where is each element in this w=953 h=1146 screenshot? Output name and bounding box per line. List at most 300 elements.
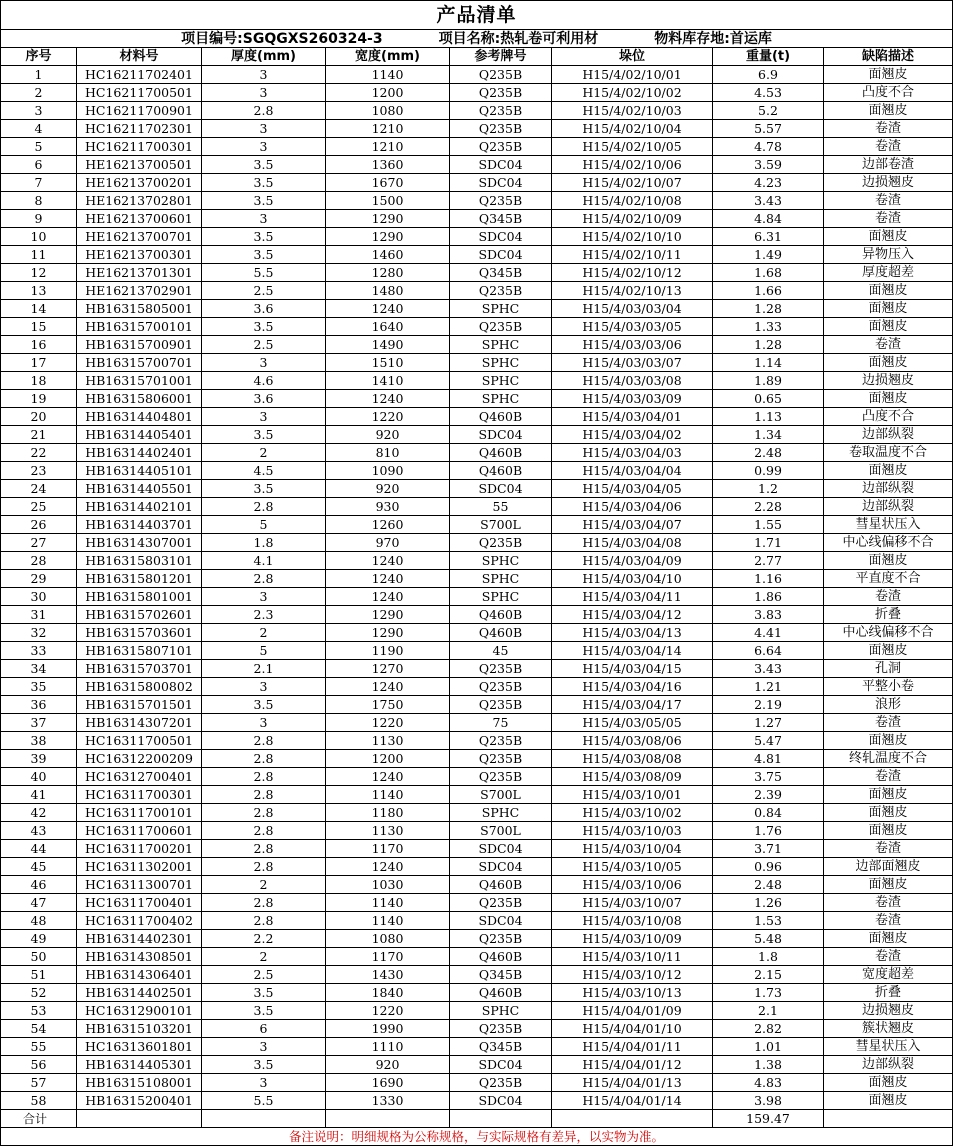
cell-thickness: 2	[202, 876, 326, 894]
table-row	[1, 462, 953, 480]
cell-weight: 5.47	[713, 732, 824, 750]
cell-stack-position: H15/4/02/10/09	[552, 210, 713, 228]
cell-grade: SPHC	[450, 390, 552, 408]
cell-thickness: 4.1	[202, 552, 326, 570]
cell-width: 1200	[326, 84, 450, 102]
cell-thickness: 2.2	[202, 930, 326, 948]
cell-defect: 卷渣	[824, 840, 953, 858]
cell-width: 1500	[326, 192, 450, 210]
cell-material-no: HC16312200209	[77, 750, 202, 768]
cell-weight: 1.13	[713, 408, 824, 426]
cell-width: 1240	[326, 390, 450, 408]
table-row	[1, 372, 953, 390]
cell-weight: 1.73	[713, 984, 824, 1002]
cell-defect: 面翘皮	[824, 228, 953, 246]
cell-stack-position: H15/4/02/10/11	[552, 246, 713, 264]
cell-thickness: 3.5	[202, 174, 326, 192]
cell-defect: 面翘皮	[824, 318, 953, 336]
cell-width: 1240	[326, 858, 450, 876]
cell-weight: 3.75	[713, 768, 824, 786]
cell-weight: 2.82	[713, 1020, 824, 1038]
table-row	[1, 1038, 953, 1056]
cell-width: 920	[326, 426, 450, 444]
table-row	[1, 138, 953, 156]
cell-defect: 边部面翘皮	[824, 858, 953, 876]
table-row	[1, 156, 953, 174]
cell-thickness: 2.8	[202, 498, 326, 516]
cell-stack-position: H15/4/02/10/04	[552, 120, 713, 138]
cell-material-no: HE16213702801	[77, 192, 202, 210]
cell-material-no: HB16314404801	[77, 408, 202, 426]
table-row	[1, 498, 953, 516]
cell-thickness: 3.5	[202, 1002, 326, 1020]
cell-stack-position: H15/4/02/10/10	[552, 228, 713, 246]
cell-grade: S700L	[450, 516, 552, 534]
cell-weight: 2.1	[713, 1002, 824, 1020]
table-row	[1, 516, 953, 534]
cell-width: 920	[326, 1056, 450, 1074]
cell-grade: Q235B	[450, 138, 552, 156]
cell-thickness: 5	[202, 642, 326, 660]
cell-stack-position: H15/4/03/10/05	[552, 858, 713, 876]
cell-grade: SDC04	[450, 912, 552, 930]
cell-width: 1220	[326, 1002, 450, 1020]
table-row	[1, 336, 953, 354]
cell-stack-position: H15/4/03/03/07	[552, 354, 713, 372]
table-row	[1, 1056, 953, 1074]
cell-stack-position: H15/4/03/03/06	[552, 336, 713, 354]
cell-stack-position: H15/4/03/03/04	[552, 300, 713, 318]
warehouse-location: 物料库存地:首运库	[654, 30, 772, 47]
cell-width: 1210	[326, 138, 450, 156]
cell-row-index: 58	[1, 1092, 77, 1110]
cell-stack-position: H15/4/03/10/08	[552, 912, 713, 930]
cell-defect: 面翘皮	[824, 282, 953, 300]
table-row	[1, 732, 953, 750]
cell-weight: 1.55	[713, 516, 824, 534]
cell-defect: 面翘皮	[824, 804, 953, 822]
table-row	[1, 894, 953, 912]
cell-grade: SPHC	[450, 300, 552, 318]
cell-grade: SDC04	[450, 174, 552, 192]
cell-stack-position: H15/4/03/03/08	[552, 372, 713, 390]
cell-material-no: HC16311300701	[77, 876, 202, 894]
table-row	[1, 480, 953, 498]
cell-defect: 卷渣	[824, 912, 953, 930]
cell-row-index: 2	[1, 84, 77, 102]
cell-grade: SDC04	[450, 480, 552, 498]
cell-width: 1140	[326, 786, 450, 804]
cell-row-index: 5	[1, 138, 77, 156]
cell-grade: SPHC	[450, 354, 552, 372]
table-row	[1, 444, 953, 462]
cell-thickness: 3.6	[202, 300, 326, 318]
cell-material-no: HB16315703701	[77, 660, 202, 678]
cell-row-index: 12	[1, 264, 77, 282]
cell-width: 1220	[326, 408, 450, 426]
cell-width: 1430	[326, 966, 450, 984]
cell-material-no: HC16211700901	[77, 102, 202, 120]
cell-width: 810	[326, 444, 450, 462]
cell-defect: 边部卷渣	[824, 156, 953, 174]
cell-defect: 宽度超差	[824, 966, 953, 984]
cell-defect: 凸度不合	[824, 84, 953, 102]
cell-stack-position: H15/4/02/10/01	[552, 66, 713, 84]
cell-thickness: 5.5	[202, 1092, 326, 1110]
cell-material-no: HC16211702301	[77, 120, 202, 138]
cell-grade: S700L	[450, 786, 552, 804]
table-row	[1, 192, 953, 210]
cell-defect: 孔洞	[824, 660, 953, 678]
cell-stack-position: H15/4/03/04/07	[552, 516, 713, 534]
table-row	[1, 66, 953, 84]
cell-grade: Q345B	[450, 1038, 552, 1056]
cell-thickness: 3.5	[202, 318, 326, 336]
cell-stack-position: H15/4/03/04/08	[552, 534, 713, 552]
cell-grade: SPHC	[450, 570, 552, 588]
cell-width: 1270	[326, 660, 450, 678]
total-empty-cell	[326, 1110, 450, 1128]
cell-stack-position: H15/4/03/10/02	[552, 804, 713, 822]
cell-weight: 6.64	[713, 642, 824, 660]
cell-material-no: HB16314307001	[77, 534, 202, 552]
cell-weight: 1.16	[713, 570, 824, 588]
cell-width: 1170	[326, 840, 450, 858]
cell-thickness: 2.8	[202, 858, 326, 876]
cell-row-index: 19	[1, 390, 77, 408]
cell-thickness: 3.5	[202, 156, 326, 174]
cell-defect: 边部纵裂	[824, 426, 953, 444]
cell-weight: 2.77	[713, 552, 824, 570]
table-row	[1, 570, 953, 588]
total-row	[1, 1110, 953, 1128]
cell-width: 1290	[326, 624, 450, 642]
cell-stack-position: H15/4/02/10/03	[552, 102, 713, 120]
cell-row-index: 7	[1, 174, 77, 192]
cell-grade: Q235B	[450, 66, 552, 84]
cell-weight: 2.48	[713, 444, 824, 462]
cell-weight: 1.86	[713, 588, 824, 606]
cell-row-index: 35	[1, 678, 77, 696]
cell-row-index: 54	[1, 1020, 77, 1038]
cell-defect: 面翘皮	[824, 1092, 953, 1110]
cell-grade: Q235B	[450, 732, 552, 750]
cell-defect: 边损翘皮	[824, 372, 953, 390]
table-row	[1, 912, 953, 930]
cell-row-index: 55	[1, 1038, 77, 1056]
cell-row-index: 57	[1, 1074, 77, 1092]
cell-weight: 2.15	[713, 966, 824, 984]
cell-material-no: HC16313601801	[77, 1038, 202, 1056]
cell-weight: 1.28	[713, 336, 824, 354]
cell-weight: 0.96	[713, 858, 824, 876]
cell-defect: 彗星状压入	[824, 1038, 953, 1056]
cell-stack-position: H15/4/03/10/01	[552, 786, 713, 804]
cell-defect: 卷渣	[824, 120, 953, 138]
cell-thickness: 3.5	[202, 696, 326, 714]
cell-material-no: HB16315702601	[77, 606, 202, 624]
total-label: 合计	[1, 1110, 77, 1128]
cell-material-no: HB16314402501	[77, 984, 202, 1002]
cell-material-no: HB16315200401	[77, 1092, 202, 1110]
cell-stack-position: H15/4/02/10/08	[552, 192, 713, 210]
cell-defect: 边损翘皮	[824, 174, 953, 192]
cell-thickness: 2.1	[202, 660, 326, 678]
cell-width: 1200	[326, 750, 450, 768]
cell-weight: 3.83	[713, 606, 824, 624]
table-row	[1, 264, 953, 282]
cell-stack-position: H15/4/03/10/06	[552, 876, 713, 894]
cell-grade: SDC04	[450, 156, 552, 174]
cell-stack-position: H15/4/03/04/02	[552, 426, 713, 444]
cell-thickness: 3.5	[202, 480, 326, 498]
cell-material-no: HB16315807101	[77, 642, 202, 660]
cell-weight: 5.57	[713, 120, 824, 138]
cell-width: 1130	[326, 732, 450, 750]
table-row	[1, 1020, 953, 1038]
cell-stack-position: H15/4/03/04/05	[552, 480, 713, 498]
cell-thickness: 2	[202, 948, 326, 966]
cell-stack-position: H15/4/02/10/02	[552, 84, 713, 102]
cell-weight: 1.34	[713, 426, 824, 444]
cell-material-no: HC16311700501	[77, 732, 202, 750]
total-empty-cell	[450, 1110, 552, 1128]
cell-row-index: 11	[1, 246, 77, 264]
cell-stack-position: H15/4/03/10/12	[552, 966, 713, 984]
cell-material-no: HC16312900101	[77, 1002, 202, 1020]
cell-width: 1140	[326, 912, 450, 930]
cell-grade: Q460B	[450, 606, 552, 624]
table-row	[1, 822, 953, 840]
cell-weight: 3.98	[713, 1092, 824, 1110]
cell-row-index: 38	[1, 732, 77, 750]
cell-grade: SPHC	[450, 372, 552, 390]
cell-stack-position: H15/4/03/04/10	[552, 570, 713, 588]
cell-stack-position: H15/4/03/10/04	[552, 840, 713, 858]
table-row	[1, 696, 953, 714]
cell-weight: 1.89	[713, 372, 824, 390]
total-weight: 159.47	[713, 1110, 824, 1128]
cell-defect: 厚度超差	[824, 264, 953, 282]
cell-weight: 2.28	[713, 498, 824, 516]
cell-row-index: 32	[1, 624, 77, 642]
cell-material-no: HC16311302001	[77, 858, 202, 876]
cell-stack-position: H15/4/03/04/12	[552, 606, 713, 624]
cell-row-index: 30	[1, 588, 77, 606]
cell-width: 1750	[326, 696, 450, 714]
cell-row-index: 21	[1, 426, 77, 444]
cell-weight: 3.43	[713, 660, 824, 678]
cell-width: 1240	[326, 552, 450, 570]
cell-stack-position: H15/4/03/10/07	[552, 894, 713, 912]
cell-row-index: 52	[1, 984, 77, 1002]
cell-thickness: 3	[202, 120, 326, 138]
cell-material-no: HB16314402401	[77, 444, 202, 462]
cell-stack-position: H15/4/03/04/15	[552, 660, 713, 678]
cell-thickness: 3.5	[202, 984, 326, 1002]
cell-thickness: 2.8	[202, 912, 326, 930]
cell-thickness: 3.5	[202, 426, 326, 444]
cell-weight: 4.81	[713, 750, 824, 768]
cell-grade: S700L	[450, 822, 552, 840]
cell-row-index: 34	[1, 660, 77, 678]
cell-stack-position: H15/4/03/10/11	[552, 948, 713, 966]
cell-width: 1490	[326, 336, 450, 354]
table-row	[1, 606, 953, 624]
cell-defect: 面翘皮	[824, 930, 953, 948]
cell-stack-position: H15/4/03/04/09	[552, 552, 713, 570]
cell-weight: 2.39	[713, 786, 824, 804]
cell-row-index: 51	[1, 966, 77, 984]
cell-row-index: 6	[1, 156, 77, 174]
cell-material-no: HB16314405101	[77, 462, 202, 480]
table-row	[1, 1092, 953, 1110]
cell-grade: SDC04	[450, 426, 552, 444]
cell-material-no: HC16211700501	[77, 84, 202, 102]
cell-stack-position: H15/4/03/08/06	[552, 732, 713, 750]
cell-material-no: HB16314405301	[77, 1056, 202, 1074]
cell-stack-position: H15/4/03/10/13	[552, 984, 713, 1002]
cell-row-index: 48	[1, 912, 77, 930]
cell-material-no: HC16211700301	[77, 138, 202, 156]
cell-material-no: HE16213700301	[77, 246, 202, 264]
cell-grade: Q460B	[450, 408, 552, 426]
cell-grade: Q235B	[450, 1020, 552, 1038]
cell-defect: 折叠	[824, 984, 953, 1002]
header-width: 宽度(mm)	[326, 48, 450, 66]
cell-thickness: 3	[202, 138, 326, 156]
cell-row-index: 18	[1, 372, 77, 390]
table-row	[1, 354, 953, 372]
cell-weight: 0.84	[713, 804, 824, 822]
cell-weight: 5.48	[713, 930, 824, 948]
cell-weight: 2.48	[713, 876, 824, 894]
cell-thickness: 3	[202, 714, 326, 732]
cell-defect: 卷渣	[824, 894, 953, 912]
cell-width: 1210	[326, 120, 450, 138]
cell-grade: SPHC	[450, 1002, 552, 1020]
cell-material-no: HC16312700401	[77, 768, 202, 786]
cell-row-index: 45	[1, 858, 77, 876]
cell-thickness: 3.5	[202, 192, 326, 210]
cell-grade: Q235B	[450, 678, 552, 696]
cell-thickness: 3.5	[202, 246, 326, 264]
cell-weight: 1.8	[713, 948, 824, 966]
cell-row-index: 16	[1, 336, 77, 354]
cell-row-index: 43	[1, 822, 77, 840]
cell-thickness: 5	[202, 516, 326, 534]
cell-material-no: HB16315700101	[77, 318, 202, 336]
cell-thickness: 3	[202, 408, 326, 426]
cell-grade: SPHC	[450, 336, 552, 354]
cell-thickness: 1.8	[202, 534, 326, 552]
cell-thickness: 4.6	[202, 372, 326, 390]
cell-grade: Q235B	[450, 660, 552, 678]
cell-row-index: 13	[1, 282, 77, 300]
cell-stack-position: H15/4/04/01/14	[552, 1092, 713, 1110]
cell-row-index: 4	[1, 120, 77, 138]
cell-thickness: 2.8	[202, 804, 326, 822]
cell-material-no: HB16315108001	[77, 1074, 202, 1092]
cell-defect: 面翘皮	[824, 1074, 953, 1092]
cell-width: 1180	[326, 804, 450, 822]
cell-weight: 1.71	[713, 534, 824, 552]
cell-grade: SPHC	[450, 804, 552, 822]
cell-defect: 异物压入	[824, 246, 953, 264]
table-row	[1, 300, 953, 318]
cell-weight: 1.2	[713, 480, 824, 498]
cell-width: 1640	[326, 318, 450, 336]
cell-material-no: HB16314307201	[77, 714, 202, 732]
cell-stack-position: H15/4/03/04/04	[552, 462, 713, 480]
total-empty-cell	[202, 1110, 326, 1128]
cell-grade: Q235B	[450, 84, 552, 102]
cell-defect: 卷渣	[824, 192, 953, 210]
cell-defect: 面翘皮	[824, 786, 953, 804]
cell-thickness: 3	[202, 66, 326, 84]
cell-weight: 4.83	[713, 1074, 824, 1092]
cell-defect: 卷渣	[824, 336, 953, 354]
cell-defect: 边损翘皮	[824, 1002, 953, 1020]
cell-stack-position: H15/4/03/04/17	[552, 696, 713, 714]
total-empty-cell	[77, 1110, 202, 1128]
cell-thickness: 2.5	[202, 282, 326, 300]
cell-row-index: 9	[1, 210, 77, 228]
table-row	[1, 210, 953, 228]
cell-grade: Q235B	[450, 894, 552, 912]
cell-grade: Q460B	[450, 444, 552, 462]
cell-width: 1290	[326, 228, 450, 246]
total-empty-cell	[552, 1110, 713, 1128]
cell-stack-position: H15/4/04/01/09	[552, 1002, 713, 1020]
cell-material-no: HB16314306401	[77, 966, 202, 984]
cell-width: 1240	[326, 768, 450, 786]
cell-row-index: 47	[1, 894, 77, 912]
cell-stack-position: H15/4/02/10/06	[552, 156, 713, 174]
cell-material-no: HE16213701301	[77, 264, 202, 282]
cell-thickness: 3.6	[202, 390, 326, 408]
remark-note: 备注说明：明细规格为公称规格，与实际规格有差异，以实物为准。	[1, 1128, 953, 1146]
cell-row-index: 37	[1, 714, 77, 732]
total-empty-cell	[824, 1110, 953, 1128]
cell-stack-position: H15/4/02/10/12	[552, 264, 713, 282]
cell-material-no: HE16213700501	[77, 156, 202, 174]
cell-grade: Q460B	[450, 876, 552, 894]
cell-weight: 4.23	[713, 174, 824, 192]
cell-defect: 卷渣	[824, 138, 953, 156]
cell-stack-position: H15/4/03/03/09	[552, 390, 713, 408]
table-row	[1, 318, 953, 336]
cell-thickness: 2.8	[202, 750, 326, 768]
cell-stack-position: H15/4/03/03/05	[552, 318, 713, 336]
cell-grade: Q345B	[450, 966, 552, 984]
cell-grade: SDC04	[450, 1092, 552, 1110]
cell-row-index: 8	[1, 192, 77, 210]
cell-thickness: 2.5	[202, 336, 326, 354]
cell-defect: 边部纵裂	[824, 498, 953, 516]
cell-width: 1140	[326, 66, 450, 84]
cell-width: 1690	[326, 1074, 450, 1092]
cell-row-index: 49	[1, 930, 77, 948]
cell-defect: 边部纵裂	[824, 480, 953, 498]
cell-width: 1460	[326, 246, 450, 264]
table-row	[1, 930, 953, 948]
cell-weight: 1.66	[713, 282, 824, 300]
title-row	[1, 1, 953, 30]
cell-grade: Q460B	[450, 462, 552, 480]
cell-defect: 中心线偏移不合	[824, 534, 953, 552]
cell-weight: 5.2	[713, 102, 824, 120]
